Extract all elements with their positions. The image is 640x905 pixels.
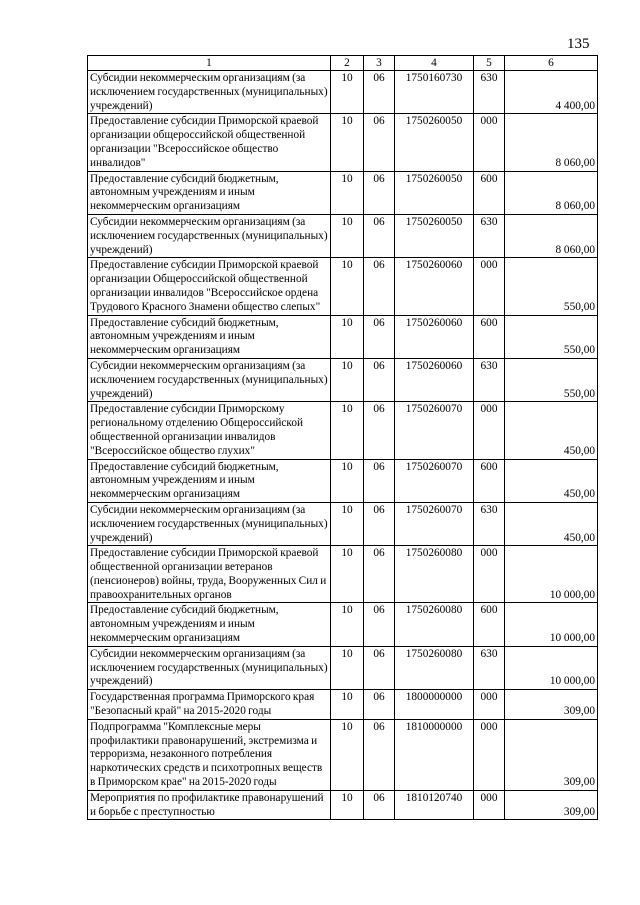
- column-header: 5: [474, 56, 505, 71]
- row-expense-type: 630: [474, 214, 505, 257]
- budget-table: [87, 55, 598, 820]
- table-row: [88, 719, 598, 790]
- row-section: 10: [331, 71, 364, 114]
- row-amount: 550,00: [505, 358, 598, 401]
- row-section: 10: [331, 546, 364, 603]
- row-target-article: 1750260070: [395, 502, 474, 545]
- row-expense-type: 630: [474, 71, 505, 114]
- row-subsection: 06: [364, 171, 395, 214]
- table-row: [88, 790, 598, 820]
- row-target-article: 1750260050: [395, 114, 474, 171]
- table-row: [88, 258, 598, 315]
- table-row: [88, 546, 598, 603]
- table-row: [88, 71, 598, 114]
- row-target-article: 1800000000: [395, 690, 474, 720]
- row-name: Предоставление субсидии Приморской краевой общественной организации ветеранов (пенсионеров) войны, труда, Вооруженных Сил и правоохранительных органов: [88, 546, 331, 603]
- page-number: 135: [567, 36, 590, 52]
- row-target-article: 1750260060: [395, 258, 474, 315]
- row-subsection: 06: [364, 114, 395, 171]
- row-subsection: 06: [364, 790, 395, 820]
- row-subsection: 06: [364, 214, 395, 257]
- row-amount: 10 000,00: [505, 603, 598, 646]
- row-name: Предоставление субсидии Приморской краевой организации Общероссийской общественной организации инвалидов "Всероссийское ордена Трудового Красного Знамени общество слепых": [88, 258, 331, 315]
- row-target-article: 1750260070: [395, 402, 474, 459]
- table-row: [88, 690, 598, 720]
- row-amount: 10 000,00: [505, 646, 598, 689]
- row-section: 10: [331, 171, 364, 214]
- row-amount: 550,00: [505, 258, 598, 315]
- row-subsection: 06: [364, 690, 395, 720]
- table-row: [88, 358, 598, 401]
- row-expense-type: 000: [474, 790, 505, 820]
- table-row: [88, 459, 598, 502]
- row-expense-type: 000: [474, 258, 505, 315]
- row-name: Предоставление субсидий бюджетным, автономным учреждениям и иным некоммерческим организациям: [88, 315, 331, 358]
- row-amount: 450,00: [505, 402, 598, 459]
- row-name: Предоставление субсидии Приморскому региональному отделению Общероссийской общественной организации инвалидов "Всероссийское общество глухих": [88, 402, 331, 459]
- row-expense-type: 600: [474, 603, 505, 646]
- row-section: 10: [331, 214, 364, 257]
- row-target-article: 1750260080: [395, 603, 474, 646]
- row-name: Предоставление субсидий бюджетным, автономным учреждениям и иным некоммерческим организациям: [88, 171, 331, 214]
- row-name: Субсидии некоммерческим организациям (за исключением государственных (муниципальных) учреждений): [88, 646, 331, 689]
- row-expense-type: 600: [474, 315, 505, 358]
- row-target-article: 1810120740: [395, 790, 474, 820]
- row-amount: 4 400,00: [505, 71, 598, 114]
- table-row: [88, 171, 598, 214]
- row-subsection: 06: [364, 502, 395, 545]
- table-row: [88, 214, 598, 257]
- row-expense-type: 000: [474, 114, 505, 171]
- row-subsection: 06: [364, 358, 395, 401]
- table-row: [88, 114, 598, 171]
- row-amount: 450,00: [505, 502, 598, 545]
- row-name: Предоставление субсидий бюджетным, автономным учреждениям и иным некоммерческим организациям: [88, 459, 331, 502]
- table-row: [88, 402, 598, 459]
- row-expense-type: 000: [474, 546, 505, 603]
- row-target-article: 1750260080: [395, 646, 474, 689]
- row-amount: 8 060,00: [505, 114, 598, 171]
- row-name: Субсидии некоммерческим организациям (за исключением государственных (муниципальных) учреждений): [88, 214, 331, 257]
- row-expense-type: 630: [474, 358, 505, 401]
- column-header: 4: [395, 56, 474, 71]
- table-row: [88, 646, 598, 689]
- row-section: 10: [331, 258, 364, 315]
- row-name: Государственная программа Приморского края "Безопасный край" на 2015-2020 годы: [88, 690, 331, 720]
- row-section: 10: [331, 790, 364, 820]
- row-section: 10: [331, 603, 364, 646]
- row-target-article: 1750260050: [395, 171, 474, 214]
- row-subsection: 06: [364, 402, 395, 459]
- row-subsection: 06: [364, 719, 395, 790]
- row-amount: 8 060,00: [505, 214, 598, 257]
- row-amount: 550,00: [505, 315, 598, 358]
- row-section: 10: [331, 690, 364, 720]
- row-name: Предоставление субсидий бюджетным, автономным учреждениям и иным некоммерческим организациям: [88, 603, 331, 646]
- row-section: 10: [331, 502, 364, 545]
- row-amount: 309,00: [505, 690, 598, 720]
- column-header: 6: [505, 56, 598, 71]
- row-amount: 450,00: [505, 459, 598, 502]
- row-amount: 309,00: [505, 790, 598, 820]
- row-section: 10: [331, 719, 364, 790]
- row-target-article: 1750260050: [395, 214, 474, 257]
- row-section: 10: [331, 646, 364, 689]
- table-row: [88, 603, 598, 646]
- row-subsection: 06: [364, 459, 395, 502]
- row-section: 10: [331, 358, 364, 401]
- row-section: 10: [331, 459, 364, 502]
- column-header: 2: [331, 56, 364, 71]
- row-subsection: 06: [364, 258, 395, 315]
- row-name: Мероприятия по профилактике правонарушений и борьбе с преступностью: [88, 790, 331, 820]
- row-expense-type: 600: [474, 171, 505, 214]
- row-subsection: 06: [364, 546, 395, 603]
- table-header-row: [88, 56, 598, 71]
- row-section: 10: [331, 114, 364, 171]
- row-expense-type: 000: [474, 690, 505, 720]
- row-name: Субсидии некоммерческим организациям (за исключением государственных (муниципальных) учреждений): [88, 502, 331, 545]
- table-row: [88, 502, 598, 545]
- row-expense-type: 600: [474, 459, 505, 502]
- row-amount: 309,00: [505, 719, 598, 790]
- row-subsection: 06: [364, 646, 395, 689]
- row-target-article: 1750260060: [395, 358, 474, 401]
- column-header: 1: [88, 56, 331, 71]
- row-target-article: 1750160730: [395, 71, 474, 114]
- row-section: 10: [331, 402, 364, 459]
- row-subsection: 06: [364, 71, 395, 114]
- table-row: [88, 315, 598, 358]
- row-target-article: 1750260070: [395, 459, 474, 502]
- row-name: Предоставление субсидии Приморской краевой организации общероссийской общественной организации "Всероссийское общество инвалидов": [88, 114, 331, 171]
- row-name: Подпрограмма "Комплексные меры профилактики правонарушений, экстремизма и терроризма, незаконного потребления наркотических средств и психотропных веществ в Приморском крае" на 2015-2020 годы: [88, 719, 331, 790]
- column-header: 3: [364, 56, 395, 71]
- row-target-article: 1750260080: [395, 546, 474, 603]
- row-amount: 8 060,00: [505, 171, 598, 214]
- row-subsection: 06: [364, 603, 395, 646]
- row-name: Субсидии некоммерческим организациям (за исключением государственных (муниципальных) учреждений): [88, 71, 331, 114]
- row-name: Субсидии некоммерческим организациям (за исключением государственных (муниципальных) учреждений): [88, 358, 331, 401]
- row-expense-type: 000: [474, 402, 505, 459]
- row-target-article: 1810000000: [395, 719, 474, 790]
- row-section: 10: [331, 315, 364, 358]
- row-amount: 10 000,00: [505, 546, 598, 603]
- row-subsection: 06: [364, 315, 395, 358]
- row-expense-type: 000: [474, 719, 505, 790]
- row-target-article: 1750260060: [395, 315, 474, 358]
- row-expense-type: 630: [474, 502, 505, 545]
- row-expense-type: 630: [474, 646, 505, 689]
